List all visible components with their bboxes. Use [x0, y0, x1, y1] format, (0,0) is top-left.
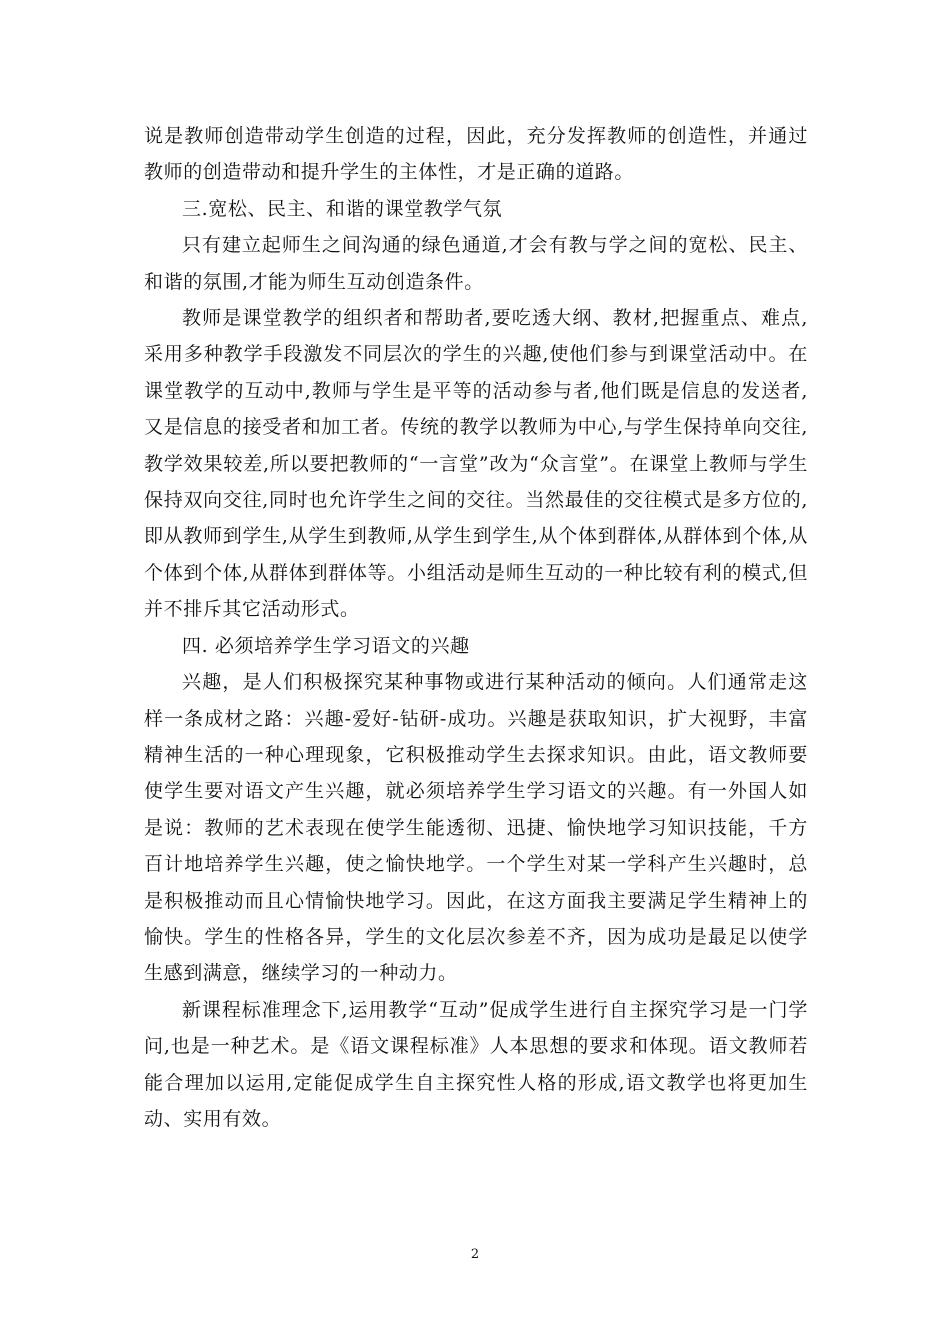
page-number: 2 [470, 1247, 480, 1262]
paragraph: 兴趣，是人们积极探究某种事物或进行某种活动的倾向。人们通常走这样一条成材之路：兴趣-爱好-钻研-成功。兴趣是获取知识，扩大视野，丰富精神生活的一种心理现象，它积极推动学生去探求知识。由此，语文教师要使学生要对语文产生兴趣，就必须培养学生学习语文的兴趣。有一外国人如是说：教师的艺术表现在使学生能透彻、迅捷、愉快地学习知识技能，千方百计地培养学生兴趣，使之愉快地学。一个学生对某一学科产生兴趣时，总是积极推动而且心情愉快地学习。因此，在这方面我主要满足学生精神上的愉快。学生的性格各异，学生的文化层次参差不齐，因为成功是最足以使学生感到满意，继续学习的一种动力。 [144, 671, 808, 985]
section-heading-3: 三.宽松、民主、和谐的课堂教学气氛 [182, 197, 503, 220]
section-heading-4: 四. 必须培养学生学习语文的兴趣 [182, 634, 470, 657]
paragraph: 教师是课堂教学的组织者和帮助者,要吃透大纲、教材,把握重点、难点,采用多种教学手段激发不同层次的学生的兴趣,使他们参与到课堂活动中。在课堂教学的互动中,教师与学生是平等的活动参与者,他们既是信息的发送者,又是信息的接受者和加工者。传统的教学以教师为中心,与学生保持单向交往,教学效果较差,所以要把教师的“一言堂”改为“众言堂”。在课堂上教师与学生保持双向交往,同时也允许学生之间的交往。当然最佳的交往模式是多方位的,即从教师到学生,从学生到教师,从学生到学生,从个体到群体,从群体到个体,从个体到个体,从群体到群体等。小组活动是师生互动的一种比较有利的模式,但并不排斥其它活动形式。 [144, 307, 808, 621]
paragraph: 只有建立起师生之间沟通的绿色通道,才会有教与学之间的宽松、民主、和谐的氛围,才能为师生互动创造条件。 [144, 234, 808, 293]
body-text [144, 118, 808, 1137]
paragraph-continuation: 说是教师创造带动学生创造的过程，因此，充分发挥教师的创造性，并通过教师的创造带动和提升学生的主体性，才是正确的道路。 [144, 125, 808, 184]
paragraph: 新课程标准理念下,运用教学“互动”促成学生进行自主探究学习是一门学问,也是一种艺术。是《语文课程标准》人本思想的要求和体现。语文教师若能合理加以运用,定能促成学生自主探究性人格的形成,语文教学也将更加生动、实用有效。 [144, 998, 808, 1130]
